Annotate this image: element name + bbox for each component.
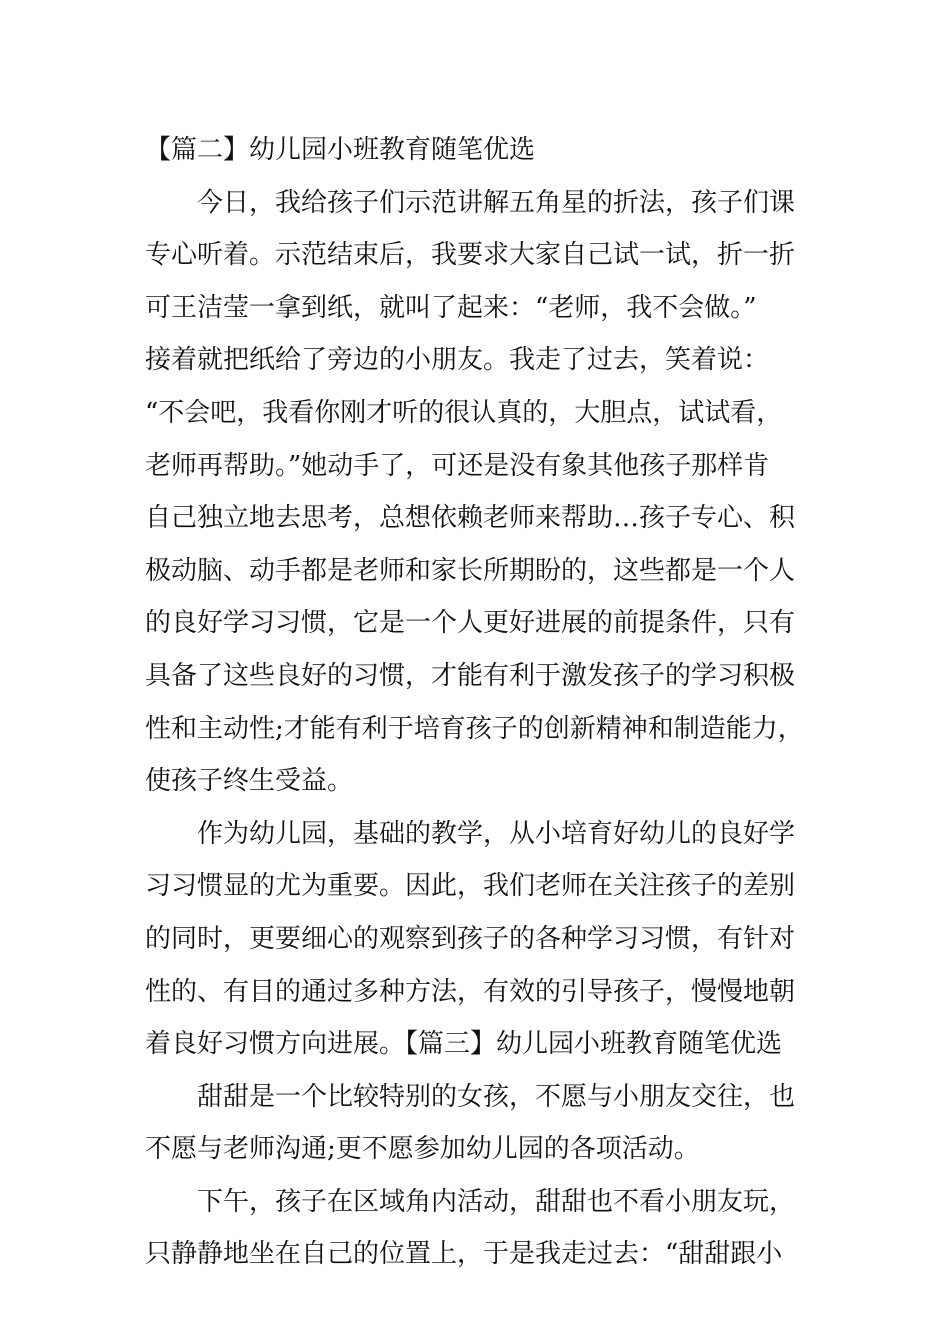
text-line: 的良好学习习惯，它是一个人更好进展的前提条件，只有 bbox=[145, 608, 796, 639]
text-line: 老师再帮助。”她动手了，可还是没有象其他孩子那样肯 bbox=[145, 450, 770, 481]
text-line: 习习惯显的尤为重要。因此，我们老师在关注孩子的差别 bbox=[145, 871, 796, 902]
text-line: 【篇二】幼儿园小班教育随笔优选 bbox=[145, 135, 536, 165]
text-line: 性的、有目的通过多种方法，有效的引导孩子，慢慢地朝 bbox=[145, 976, 796, 1007]
text-line: 作为幼儿园，基础的教学，从小培育好幼儿的良好学 bbox=[197, 818, 796, 849]
text-line: 着良好习惯方向进展。【篇三】幼儿园小班教育随笔优选 bbox=[145, 1029, 783, 1060]
text-line: 下午，孩子在区域角内活动，甜甜也不看小朋友玩， bbox=[197, 1186, 796, 1217]
text-line: 具备了这些良好的习惯，才能有利于激发孩子的学习积极 bbox=[145, 660, 796, 691]
text-line: 甜甜是一个比较特别的女孩，不愿与小朋友交往，也 bbox=[197, 1081, 796, 1112]
text-line: 专心听着。示范结束后，我要求大家自己试一试，折一折 bbox=[145, 240, 796, 271]
text-line: 今日，我给孩子们示范讲解五角星的折法，孩子们课 bbox=[197, 187, 796, 218]
text-line: 性和主动性;才能有利于培育孩子的创新精神和制造能力， bbox=[145, 713, 804, 744]
text-line: 使孩子终生受益。 bbox=[145, 766, 354, 797]
text-line: 只静静地坐在自己的位置上，于是我走过去：“甜甜跟小 bbox=[145, 1239, 783, 1270]
text-line: 的同时，更要细心的观察到孩子的各种学习习惯，有针对 bbox=[145, 923, 796, 954]
text-line: “不会吧，我看你刚才听的很认真的，大胆点，试试看， bbox=[145, 397, 783, 428]
text-line: 自己独立地去思考，总想依赖老师来帮助…孩子专心、积 bbox=[145, 503, 796, 534]
text-line: 接着就把纸给了旁边的小朋友。我走了过去，笑着说： bbox=[145, 345, 770, 376]
text-line: 不愿与老师沟通;更不愿参加幼儿园的各项活动。 bbox=[145, 1134, 700, 1165]
text-line: 极动脑、动手都是老师和家长所期盼的，这些都是一个人 bbox=[145, 555, 796, 586]
document-body bbox=[145, 124, 815, 1281]
text-line: 可王洁莹一拿到纸，就叫了起来：“老师，我不会做。” bbox=[145, 292, 757, 323]
